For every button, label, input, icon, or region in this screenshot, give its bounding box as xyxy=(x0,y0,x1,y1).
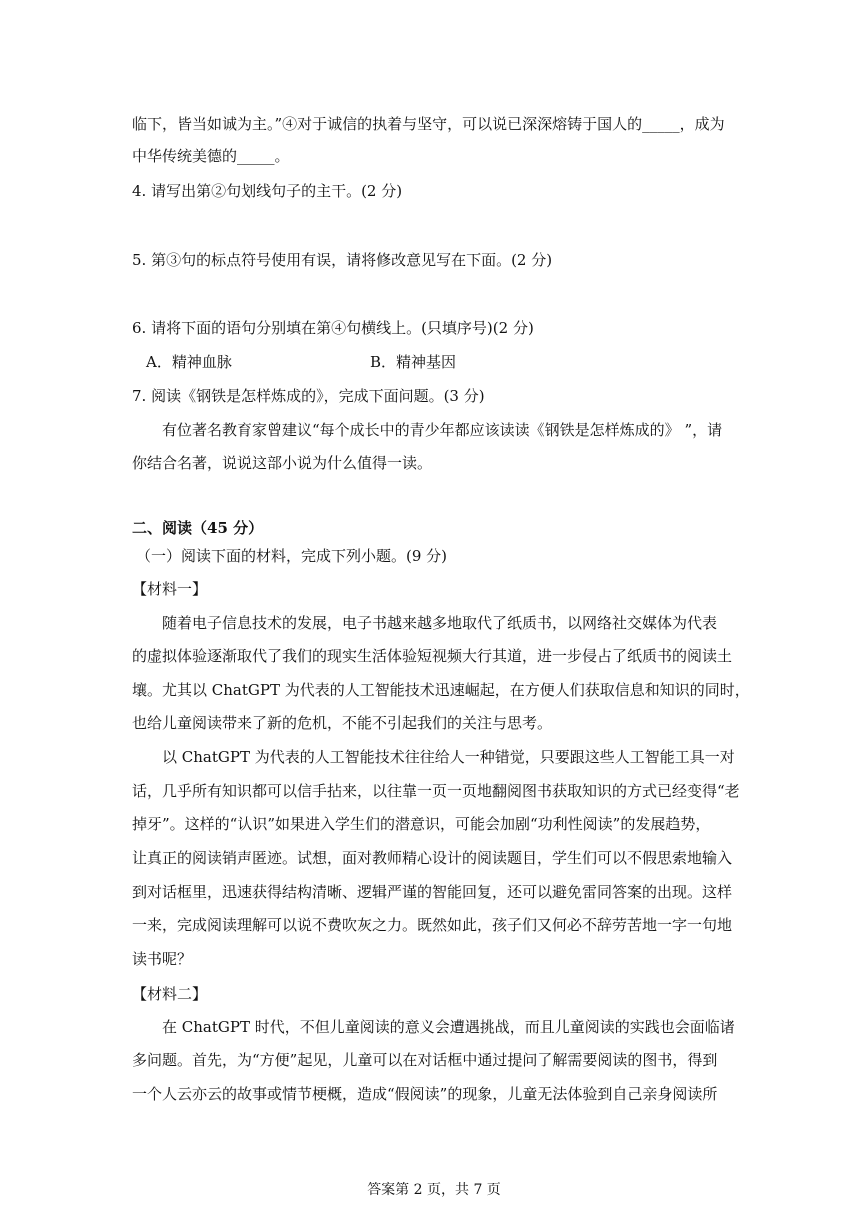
question-4: 4. 请写出第②句划线句子的主干。(2 分) xyxy=(132,182,403,200)
paragraph-line: 也给儿童阅读带来了新的危机，不能不引起我们的关注与思考。 xyxy=(132,714,553,732)
option-b: B．精神基因 xyxy=(370,353,457,371)
paragraph-line: 一个人云亦云的故事或情节梗概，造成“假阅读”的现象，儿童无法体验到自己亲身阅读所 xyxy=(132,1085,718,1103)
question-7-prompt: 有位著名教育家曾建议“每个成长中的青少年都应该读读《钢铁是怎样炼成的》 ”，请 xyxy=(162,421,723,439)
paragraph-line: 的虚拟体验逐渐取代了我们的现实生活体验短视频大行其道，进一步侵占了纸质书的阅读土 xyxy=(132,647,733,665)
paragraph-line: 壤。尤其以 ChatGPT 为代表的人工智能技术迅速崛起，在方便人们获取信息和知识的同时， xyxy=(132,681,750,699)
page-footer: 答案第 2 页，共 7 页 xyxy=(367,1182,501,1198)
paragraph-line: 一来，完成阅读理解可以说不费吹灰之力。既然如此，孩子们又何必不辞劳苦地一字一句地 xyxy=(132,916,733,934)
text-line: 中华传统美德的_____。 xyxy=(132,147,290,165)
material-label: 【材料一】 xyxy=(132,580,208,598)
paragraph-line: 话，几乎所有知识都可以信手拈来，以往靠一页一页地翻阅图书获取知识的方式已经变得“老 xyxy=(132,782,740,800)
question-7: 7. 阅读《钢铁是怎样炼成的》，完成下面问题。(3 分) xyxy=(132,387,485,405)
text-line: 临下，皆当如诚为主。”④对于诚信的执着与坚守，可以说已深深熔铸于国人的_____，成为 xyxy=(132,115,725,133)
paragraph-line: 随着电子信息技术的发展，电子书越来越多地取代了纸质书，以网络社交媒体为代表 xyxy=(162,614,718,632)
question-5: 5. 第③句的标点符号使用有误，请将修改意见写在下面。(2 分) xyxy=(132,251,553,269)
question-7-prompt: 你结合名著，说说这部小说为什么值得一读。 xyxy=(132,454,433,472)
paragraph-line: 读书呢？ xyxy=(132,950,193,968)
option-a: A．精神血脉 xyxy=(146,353,232,371)
material-label: 【材料二】 xyxy=(132,985,208,1003)
paragraph-line: 掉牙”。这样的“认识”如果进入学生们的潜意识，可能会加剧“功利性阅读”的发展趋势， xyxy=(132,815,711,833)
paragraph-line: 以 ChatGPT 为代表的人工智能技术往往给人一种错觉，只要跟这些人工智能工具一对 xyxy=(162,748,735,766)
question-6: 6. 请将下面的语句分别填在第④句横线上。(只填序号)(2 分) xyxy=(132,319,534,337)
paragraph-line: 在 ChatGPT 时代，不但儿童阅读的意义会遭遇挑战，而且儿童阅读的实践也会面临诸 xyxy=(162,1018,735,1036)
section-heading: 二、阅读（45 分） xyxy=(132,519,264,537)
paragraph-line: 让真正的阅读销声匿迹。试想，面对教师精心设计的阅读题目，学生们可以不假思索地输入 xyxy=(132,849,733,867)
paragraph-line: 多问题。首先，为“方便”起见，儿童可以在对话框中通过提问了解需要阅读的图书，得到 xyxy=(132,1051,718,1069)
subsection-heading: （一）阅读下面的材料，完成下列小题。(9 分) xyxy=(136,547,448,565)
paragraph-line: 到对话框里，迅速获得结构清晰、逻辑严谨的智能回复，还可以避免雷同答案的出现。这样 xyxy=(132,883,733,901)
